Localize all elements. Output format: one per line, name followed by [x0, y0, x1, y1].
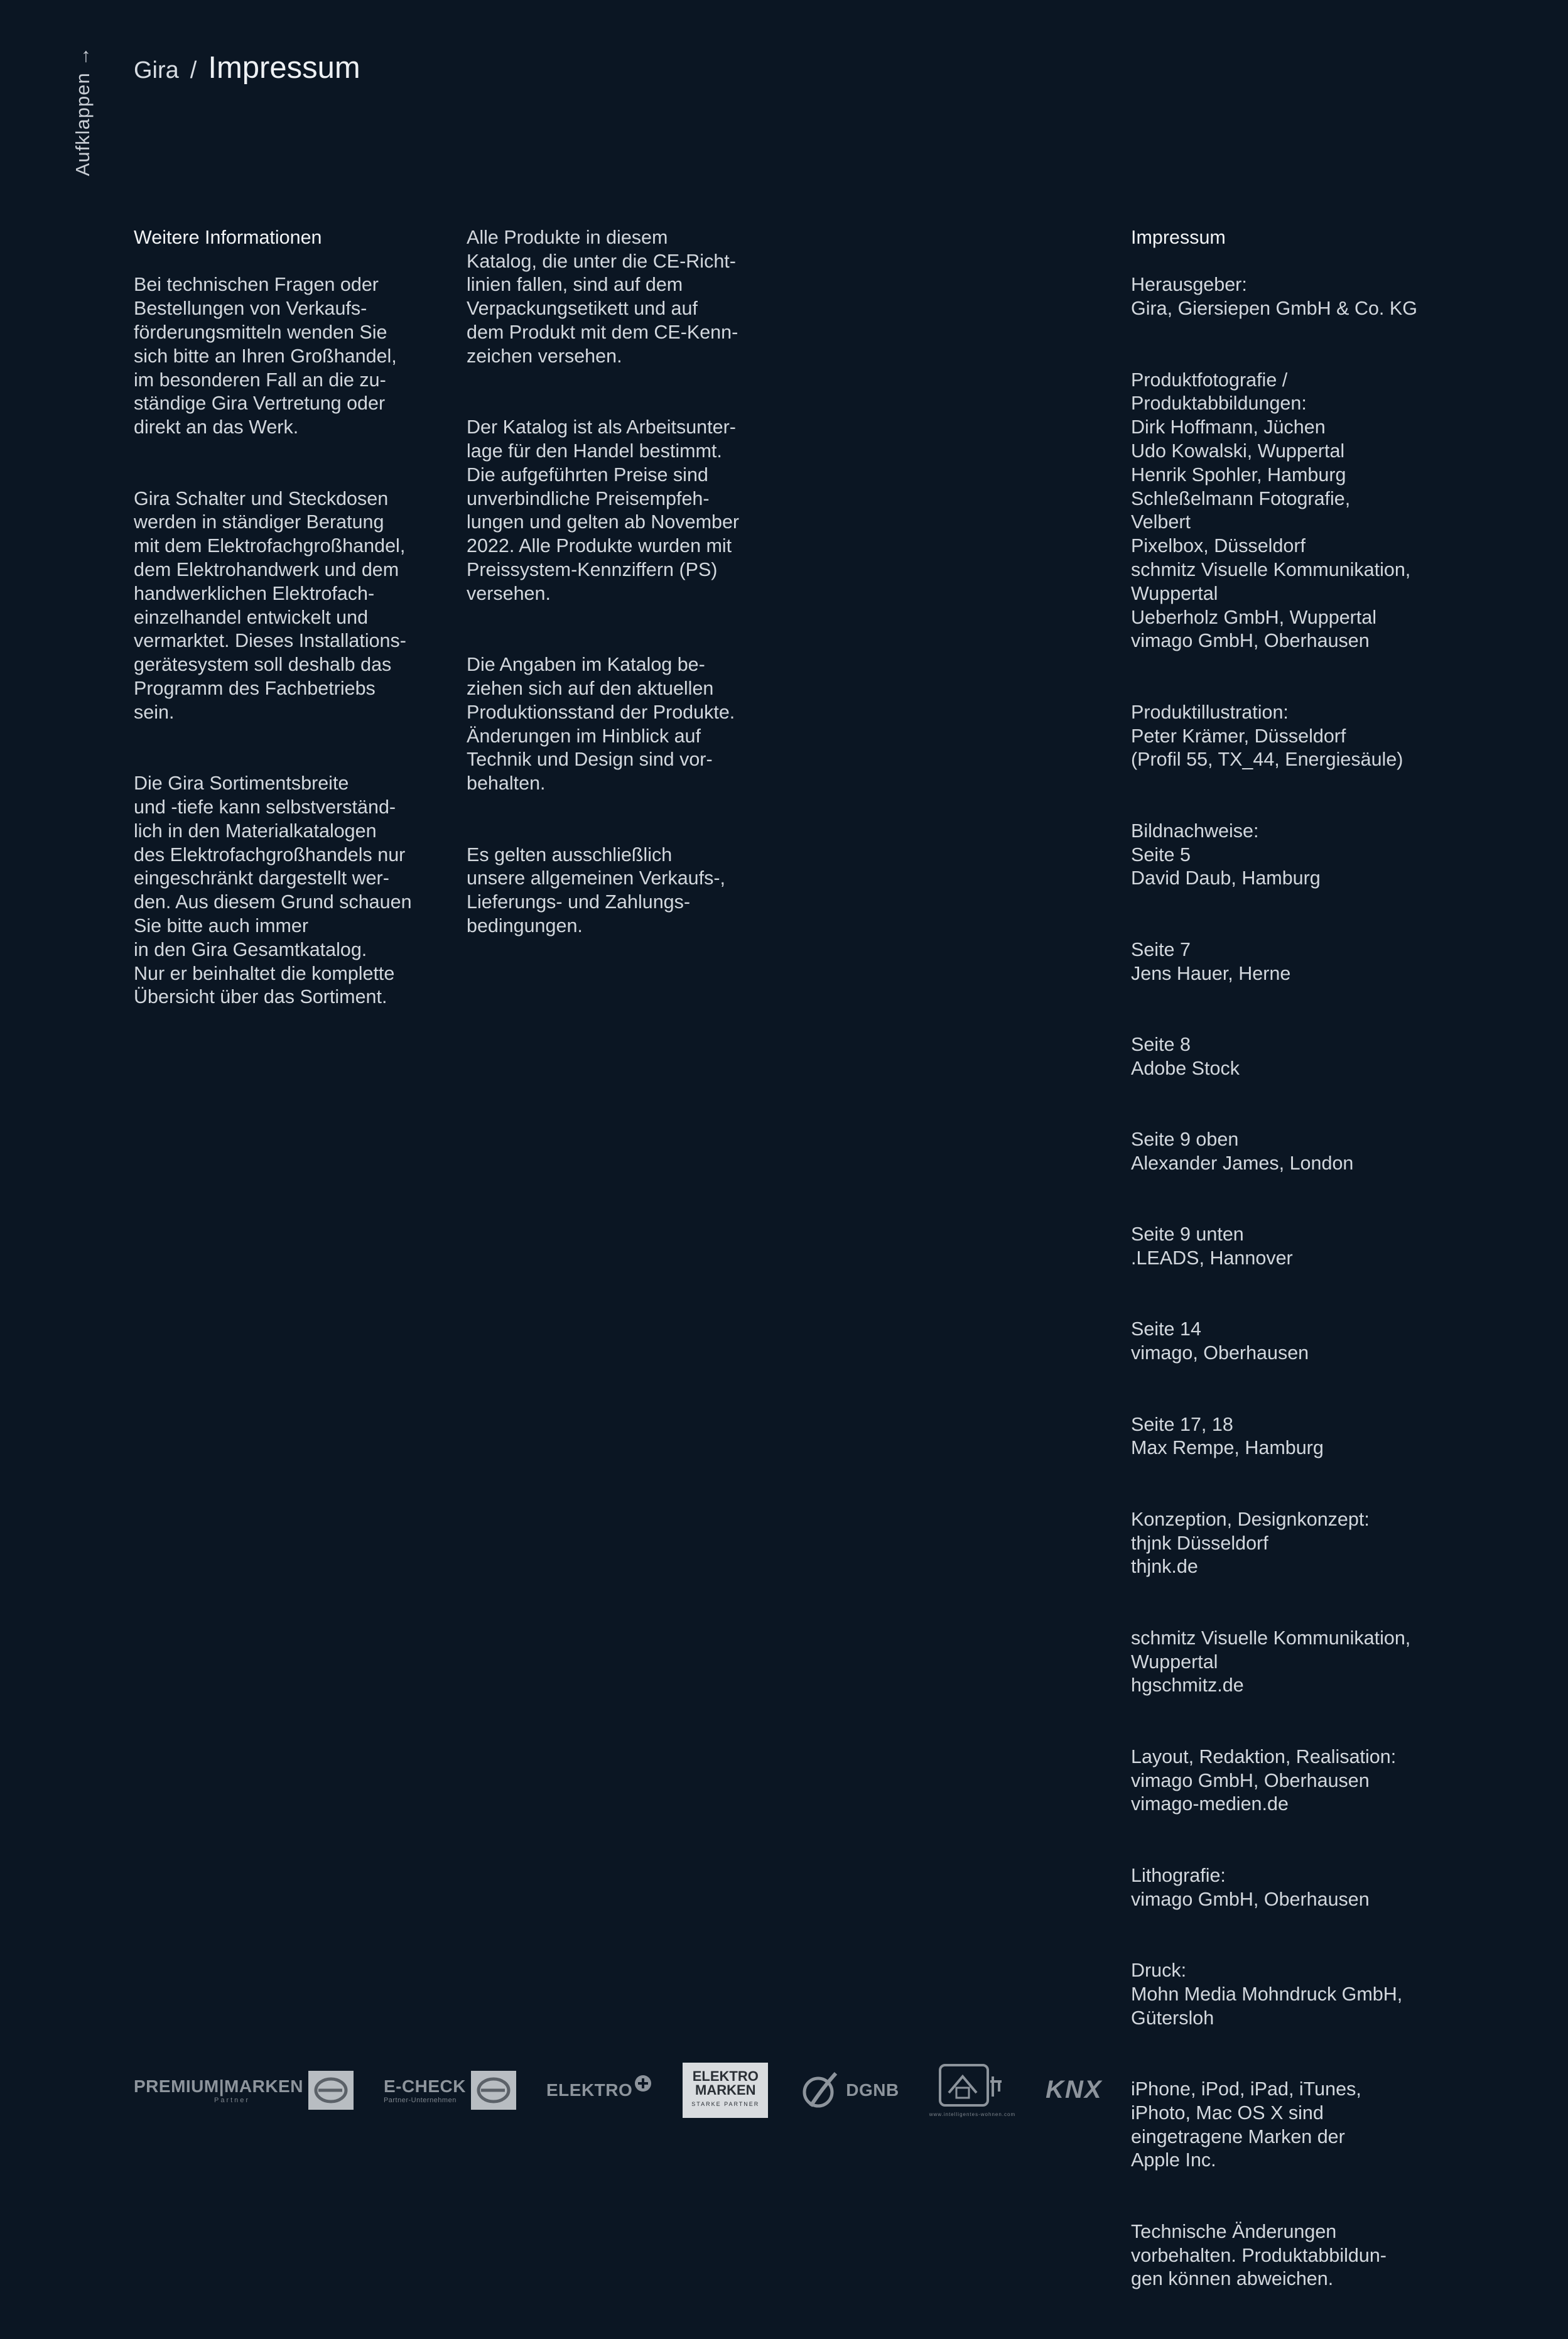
paragraph: Der Katalog ist als Arbeitsunter- lage für den Handel bestimmt. Die aufgeführten Preise sind unverbindliche Preisempfeh- lungen und gelten ab November 2022. Alle Produkte wurden mit Preissystem-Kennziffern (PS) versehen.	[467, 416, 740, 604]
plus-circle-icon	[634, 2074, 652, 2093]
house-plug-icon	[938, 2063, 1007, 2112]
impressum-block: Druck: Mohn Media Mohndruck GmbH, Gütersloh	[1131, 1959, 1403, 2029]
dgnb-emblem-icon	[798, 2068, 842, 2112]
paragraph: Die Gira Sortimentsbreite und -tiefe kann selbstverständ- lich in den Materialkatalogen des Elektrofachgroßhandels nur eingeschränkt dargestellt wer- den. Aus diesem Grund schauen Sie bitte auch immer in den Gira Gesamtkatalog. Nur er beinhaltet die komplette Übersicht über das Sortiment.	[134, 773, 412, 1008]
section-heading-impressum: Impressum	[1131, 226, 1226, 248]
premium-marken-logo	[134, 2071, 354, 2110]
impressum-block: Seite 17, 18 Max Rempe, Hamburg	[1131, 1413, 1324, 1459]
elektro-plus-logo	[546, 2080, 652, 2100]
column-impressum	[1131, 202, 1483, 2339]
e-check-logo	[384, 2071, 516, 2110]
breadcrumb-separator: /	[190, 57, 197, 84]
knx-logo	[1046, 2076, 1102, 2104]
e-marken-emblem-icon	[308, 2071, 354, 2110]
impressum-block: Herausgeber: Gira, Giersiepen GmbH & Co. KG	[1131, 274, 1417, 320]
impressum-block: Layout, Redaktion, Realisation: vimago GmbH, Oberhausen vimago-medien.de	[1131, 1745, 1397, 1815]
e-check-text: E-CHECK	[383, 2076, 466, 2096]
impressum-block: Seite 9 unten .LEADS, Hannover	[1131, 1224, 1293, 1269]
breadcrumb-brand[interactable]: Gira	[134, 57, 179, 84]
impressum-block: iPhone, iPod, iPad, iTunes, iPhoto, Mac OS X sind eingetragene Marken der Apple Inc.	[1131, 2078, 1361, 2171]
aufklappen-label[interactable]: Aufklappen →	[72, 46, 94, 176]
page-title: Impressum	[208, 51, 360, 85]
premium-marken-sub: Partner	[214, 2096, 251, 2104]
column-weitere-informationen	[134, 202, 448, 1057]
impressum-block: Bildnachweise: Seite 5 David Daub, Hamburg	[1131, 820, 1321, 889]
aufklappen-toggle[interactable]	[70, 45, 95, 177]
impressum-block: Technische Änderungen vorbehalten. Produktabbildun- gen können abweichen.	[1131, 2220, 1387, 2290]
dgnb-logo	[798, 2068, 899, 2112]
impressum-block: Produktfotografie / Produktabbildungen: Dirk Hoffmann, Jüchen Udo Kowalski, Wuppertal Henrik Spohler, Hamburg Schleßelmann Fotografie, Velbert Pixelbox, Düsseldorf schmitz Visuelle Kommunikation, Wuppertal Ueberholz GmbH, Wuppertal vimago GmbH, Oberhausen	[1131, 369, 1411, 652]
impressum-block: Seite 8 Adobe Stock	[1131, 1033, 1240, 1079]
breadcrumb	[134, 50, 360, 85]
impressum-block: Konzeption, Designkonzept: thjnk Düsseldorf thjnk.de	[1131, 1508, 1370, 1578]
impressum-block: Seite 14 vimago, Oberhausen	[1131, 1318, 1309, 1364]
intelligent-wohnen-text: www.intelligentes-wohnen.com	[929, 2112, 1016, 2117]
em-line1: ELEKTRO	[692, 2068, 759, 2084]
column-produkte-hinweise	[467, 202, 781, 985]
paragraph: Es gelten ausschließlich unsere allgemeinen Verkaufs-, Lieferungs- und Zahlungs- bedingungen.	[467, 844, 725, 936]
impressum-block: Seite 9 oben Alexander James, London	[1131, 1129, 1354, 1174]
impressum-block: schmitz Visuelle Kommunikation, Wuppertal hgschmitz.de	[1131, 1627, 1411, 1696]
partner-logos-row	[134, 2060, 1103, 2120]
e-check-sub: Partner-Unternehmen	[383, 2096, 457, 2104]
intelligent-wohnen-logo	[929, 2063, 1015, 2117]
e-check-emblem-icon	[471, 2071, 516, 2110]
knx-text: KNX	[1046, 2076, 1103, 2103]
elektro-plus-text: ELEKTRO	[546, 2080, 633, 2100]
premium-marken-text: PREMIUM|MARKEN	[134, 2076, 303, 2096]
em-line2: MARKEN	[695, 2081, 756, 2098]
dgnb-text: DGNB	[846, 2080, 899, 2100]
impressum-block: Produktillustration: Peter Krämer, Düsseldorf (Profil 55, TX_44, Energiesäule)	[1131, 701, 1403, 771]
paragraph: Alle Produkte in diesem Katalog, die unter die CE-Richt- linien fallen, sind auf dem Verpackungsetikett und auf dem Produkt mit dem CE-Kenn- zeichen versehen.	[467, 226, 738, 367]
paragraph: Die Angaben im Katalog be- ziehen sich auf den aktuellen Produktionsstand der Produkte. Änderungen im Hinblick auf Technik und Design sind vor- behalten.	[467, 654, 735, 795]
paragraph: Gira Schalter und Steckdosen werden in ständiger Beratung mit dem Elektrofachgroßhandel, dem Elektrohandwerk und dem handwerklichen Elektrofach- einzelhandel entwickelt und vermarktet. Dieses Installations- gerätesystem soll deshalb das Programm des Fachbetriebs sein.	[134, 487, 406, 723]
section-heading-weitere-informationen: Weitere Informationen	[134, 226, 322, 248]
em-line3: STARKE PARTNER	[691, 2100, 760, 2107]
paragraph: Bei technischen Fragen oder Bestellungen von Verkaufs- förderungsmitteln wenden Sie sich bitte an Ihren Großhandel, im besonderen Fall an die zu- ständige Gira Vertretung oder direkt an das Werk.	[134, 274, 397, 438]
elektro-marken-badge	[683, 2063, 768, 2118]
impressum-block: Seite 7 Jens Hauer, Herne	[1131, 938, 1291, 984]
impressum-block: Lithografie: vimago GmbH, Oberhausen	[1131, 1864, 1370, 1910]
